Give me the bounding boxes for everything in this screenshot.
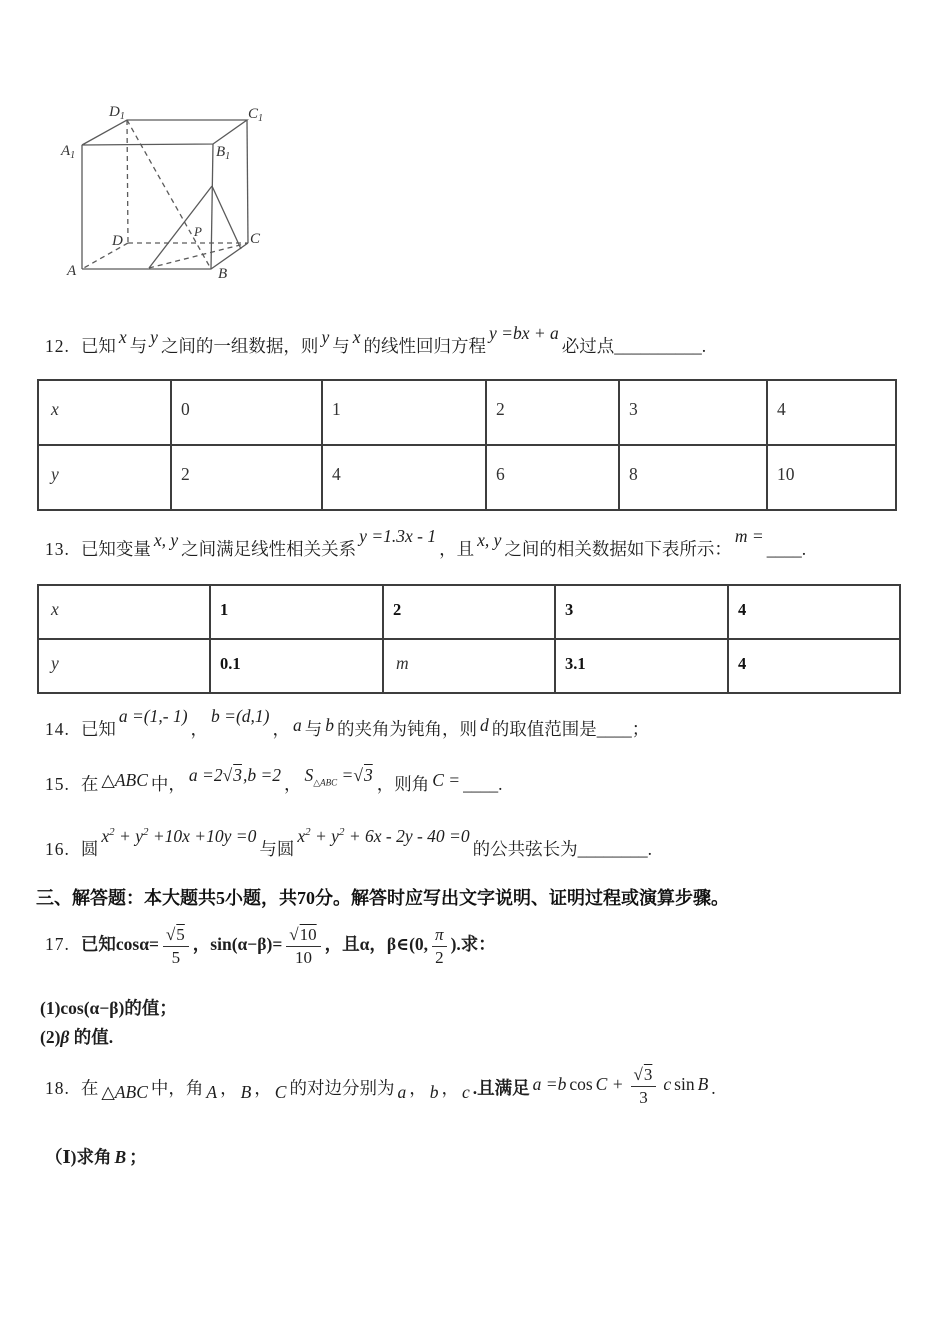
q16-text-1: 圆 [80, 839, 99, 859]
table2-cell-m: m [396, 652, 409, 673]
table2-y-label: y [51, 652, 59, 673]
cube-solid-edges [82, 120, 248, 269]
q17-beta: β [60, 1027, 70, 1047]
q15-blank: ____. [463, 774, 503, 794]
section-3-title: 三、解答题：本大题共5小题，共70分。解答时应写出文字说明、证明过程或演算步骤。 [36, 888, 729, 908]
q16-number: 16. [45, 839, 70, 859]
q14-text-4: 的取值范围是 [491, 719, 597, 739]
q17-sin-term: sin(α−β)= [210, 934, 283, 955]
q17-text-1: 已知 [80, 934, 116, 955]
q17-domain: α，β∈(0, [359, 934, 429, 955]
q12-text-2: 与 [129, 336, 148, 356]
q13-vars-xy2: x, y [477, 530, 502, 550]
table1-cell: 2 [181, 464, 190, 484]
q18-part1-text: （Ⅰ)求角 [45, 1147, 112, 1167]
q18-side-b: b [429, 1082, 439, 1103]
vertex-label-B: B [218, 266, 228, 282]
q13-equation: y =1.3x - 1 [359, 526, 437, 546]
q12-var-x: x [118, 327, 127, 347]
table1-x-label: x [51, 399, 59, 419]
question-17-part-2 [40, 1024, 113, 1049]
table2-row-y [38, 639, 900, 693]
question-18 [45, 1065, 716, 1111]
q16-text-3: 的公共弦长为 [472, 839, 578, 859]
table-q13 [37, 584, 901, 694]
table1-cell: 1 [332, 399, 341, 419]
q17-text-3: ).求： [450, 934, 496, 955]
cube-figure [57, 92, 327, 297]
vertex-label-C1: $C_1$ [248, 106, 264, 124]
q18-text-2: 中，角 [150, 1078, 204, 1099]
q13-text-4: 之间的相关数据如下表所示： [504, 539, 732, 559]
table1-cell: 4 [332, 464, 341, 484]
q18-angle-B: B [240, 1082, 252, 1103]
vertex-label-A1: $A_1$ [61, 143, 76, 161]
q12-var-y: y [150, 327, 158, 347]
q13-text-2: 之间满足线性相关关系 [181, 539, 357, 559]
table2-cell: 2 [393, 599, 402, 619]
table1-row-x [38, 380, 896, 445]
q14-comma-1: ， [190, 719, 209, 739]
q14-blank: ____； [596, 719, 650, 739]
q12-text-5: 的线性回归方程 [363, 336, 486, 356]
q18-angle-C: C [274, 1082, 287, 1103]
question-17-part-1 [40, 995, 177, 1020]
q14-var-a: a [293, 715, 302, 735]
q15-text-3: ，则角 [376, 774, 430, 794]
question-13 [45, 526, 807, 561]
q15-area: $S_{\triangle ABC} =√3$ [304, 765, 373, 788]
q12-text-1: 已知 [80, 336, 116, 356]
q12-var-y2: y [321, 327, 330, 347]
q14-vector-b: b =(d,1) [211, 706, 270, 726]
q15-text-2: 中， [150, 774, 186, 794]
table2-cell: 4 [738, 599, 747, 619]
table1-y-label: y [51, 464, 59, 484]
vertex-label-A: A [67, 263, 77, 279]
question-12 [45, 323, 707, 358]
sqrt-sign: √ [222, 765, 233, 785]
table2-cell: 1 [220, 599, 229, 619]
table2-cell: 3 [565, 599, 574, 619]
sqrt-sign: √ [353, 765, 363, 785]
sqrt-sign: √ [165, 925, 176, 944]
q12-text-4: 与 [332, 336, 350, 356]
table2-x-label: x [51, 598, 59, 619]
q18-number: 18. [45, 1078, 70, 1099]
q16-text-2: 与圆 [259, 839, 295, 859]
q16-circle-1: $x^2 + y^2 +10x +10y =0$ [101, 826, 257, 846]
q18-angle-A: A [206, 1082, 218, 1103]
q14-text-1: 已知 [80, 719, 116, 739]
vertex-label-C: C [250, 231, 261, 247]
q18-text-4: .且满足 [472, 1078, 530, 1099]
q17-fraction-sqrt10-10: $\frac{√10}{10}$ [286, 925, 320, 967]
q14-vector-a: a =(1,- 1) [118, 706, 188, 726]
q17-sub2-text: 的值. [69, 1027, 114, 1047]
q18-text-3: 的对边分别为 [289, 1078, 395, 1099]
q14-number: 14. [45, 719, 70, 739]
q14-comma-2: ， [272, 719, 291, 739]
table1-cell: 8 [629, 464, 638, 484]
question-15 [45, 765, 503, 798]
q17-fraction-sqrt5-5: $\frac{√5}{5}$ [163, 925, 189, 967]
q13-blank: ____. [766, 539, 807, 559]
q14-var-d: d [480, 715, 489, 735]
q15-comma: ， [284, 774, 302, 794]
vertex-label-B1: $B_1$ [216, 144, 231, 162]
q17-comma-1: ， [192, 934, 211, 955]
q17-text-2: ，且 [324, 934, 360, 955]
table1-cell: 3 [629, 399, 638, 419]
vertex-label-D: D [112, 233, 123, 249]
table1-row-y [38, 445, 896, 510]
point-label-P: P [194, 224, 202, 239]
q13-vars-xy: x, y [153, 530, 179, 550]
table1-cell: 6 [496, 464, 505, 484]
table1-cell: 2 [496, 399, 505, 419]
table-q12 [37, 379, 897, 511]
q12-equation: y =bx + a [489, 323, 559, 343]
q15-triangle-abc: △ABC [101, 770, 148, 790]
question-18-part-1 [45, 1144, 147, 1169]
q18-period: . [711, 1078, 716, 1099]
q12-blank: __________. [614, 336, 707, 356]
table1-cell: 10 [777, 464, 795, 484]
q13-number: 13. [45, 539, 70, 559]
q13-text-1: 已知变量 [80, 539, 151, 559]
q12-text-6: 必过点 [561, 336, 615, 356]
q15-number: 15. [45, 774, 70, 794]
q13-text-3: ，且 [439, 539, 475, 559]
q18-side-c: c [461, 1082, 470, 1103]
section-3-header [36, 884, 729, 910]
q15-text-1: 在 [80, 774, 99, 794]
q16-blank: ________. [577, 839, 652, 859]
table2-cell: 0.1 [220, 653, 241, 673]
q14-text-2: 与 [304, 719, 323, 739]
q18-equation: a =b cos C + $\frac{√3}{3}$ c sin B [532, 1065, 709, 1107]
sqrt-sign: √ [633, 1065, 643, 1084]
q12-number: 12. [45, 336, 70, 356]
q18-part1-semicolon: ； [129, 1147, 147, 1167]
table2-cell: 3.1 [565, 653, 586, 673]
q18-side-a: a [397, 1082, 407, 1103]
q18-text-1: 在 [80, 1078, 99, 1099]
q12-var-x2: x [352, 327, 361, 347]
sqrt-sign: √ [289, 925, 299, 944]
q17-sub1: (1)cos(α−β)的值； [40, 998, 177, 1018]
q12-text-3: 之间的一组数据，则 [160, 336, 319, 356]
question-17 [45, 925, 496, 967]
q15-sides: a =2√3,b =2 [188, 765, 281, 785]
q17-fraction-pi-2: $\frac{\pi}{2}$ [432, 925, 447, 967]
q18-comma-3: ， [409, 1078, 427, 1099]
q17-sub2-num: (2) [40, 1027, 61, 1047]
q18-part1-angle-B: B [114, 1147, 127, 1167]
vertex-label-D1: $D_1$ [109, 104, 125, 122]
q18-comma-4: ， [441, 1078, 459, 1099]
table2-row-x [38, 585, 900, 639]
q13-m-equals: m = [734, 526, 764, 546]
q18-fraction-sqrt3-3: $\frac{√3}{3}$ [631, 1065, 657, 1107]
q17-cos-alpha: cosα= [115, 934, 159, 955]
q17-number: 17. [45, 934, 70, 955]
question-14 [45, 706, 650, 741]
q18-triangle-abc: △ABC [101, 1082, 148, 1103]
q15-angle-c: C = [432, 770, 461, 790]
q14-var-b: b [325, 715, 335, 735]
table2-cell: 4 [738, 653, 747, 673]
table1-cell: 0 [181, 399, 190, 419]
q18-comma-2: ， [254, 1078, 272, 1099]
table1-cell: 4 [777, 399, 786, 419]
q14-text-3: 的夹角为钝角，则 [337, 719, 478, 739]
q18-comma-1: ， [220, 1078, 238, 1099]
q16-circle-2: $x^2 + y^2 + 6x - 2y - 40 =0$ [297, 826, 470, 846]
question-16 [45, 826, 652, 861]
